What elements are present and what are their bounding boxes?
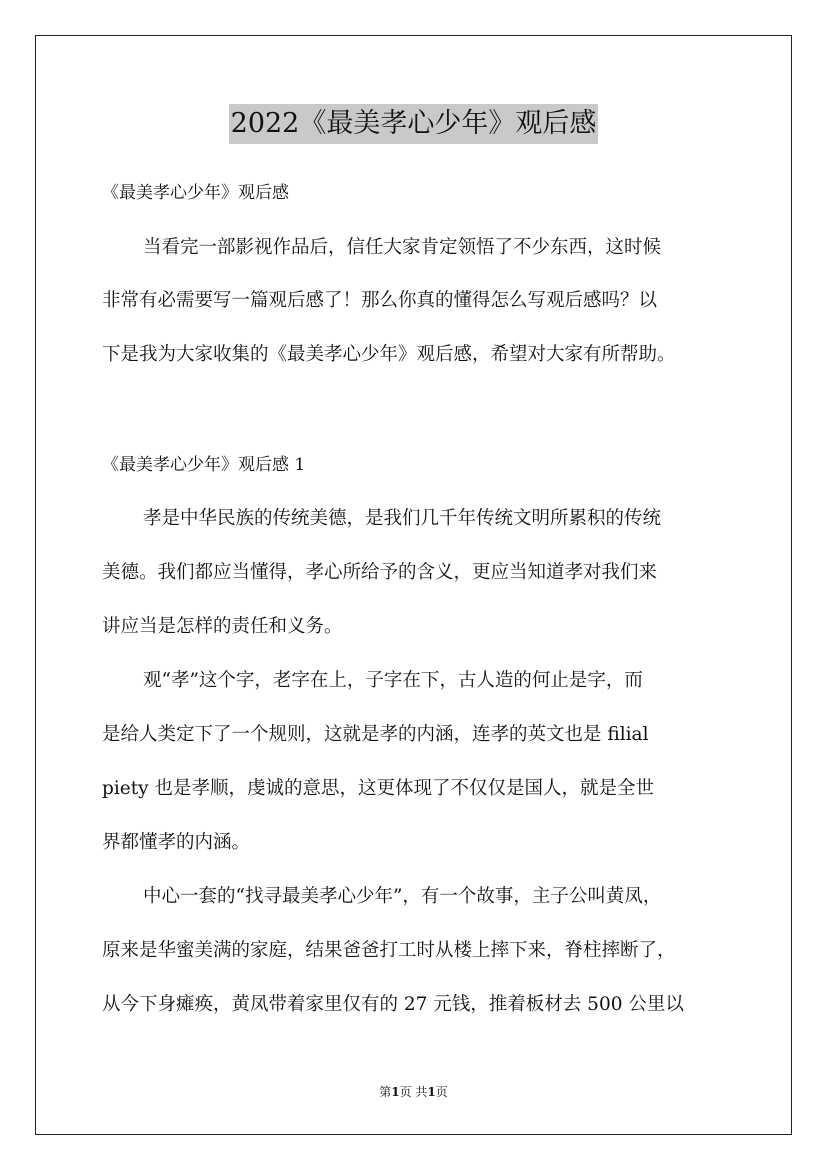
para3-line-2: 原来是华蜜美满的家庭，结果爸爸打工时从楼上摔下来，脊柱摔断了， [102, 940, 676, 961]
para2-line-4: 界都懂孝的内涵。 [102, 832, 251, 853]
para2-line-3: piety 也是孝顺，虔诚的意思，这更体现了不仅仅是国人，就是全世 [102, 778, 654, 799]
para1-line-1: 孝是中华民族的传统美德，是我们几千年传统文明所累积的传统 [143, 508, 662, 529]
footer-prefix: 第 [379, 1085, 392, 1099]
footer-page-total: 1 [427, 1085, 436, 1099]
document-title [0, 102, 827, 144]
para1-line-3: 讲应当是怎样的责任和义务。 [102, 616, 343, 637]
intro-line-1: 当看完一部影视作品后，信任大家肯定领悟了不少东西，这时候 [143, 237, 662, 258]
page-footer [0, 1083, 827, 1100]
section1-heading: 《最美孝心少年》观后感 1 [102, 455, 306, 475]
intro-line-2: 非常有必需要写一篇观后感了！那么你真的懂得怎么写观后感吗？以 [102, 290, 658, 311]
document-title-text: 2022《最美孝心少年》观后感 [229, 104, 599, 144]
footer-page-current: 1 [391, 1085, 400, 1099]
para2-line-1: 观“孝”这个字，老字在上，子字在下，古人造的何止是字，而 [143, 670, 643, 691]
intro-line-3: 下是我为大家收集的《最美孝心少年》观后感，希望对大家有所帮助。 [102, 344, 676, 365]
para1-line-2: 美德。我们都应当懂得，孝心所给予的含义，更应当知道孝对我们来 [102, 562, 658, 583]
para3-line-1: 中心一套的“找寻最美孝心少年”，有一个故事，主子公叫黄凤， [143, 886, 662, 907]
footer-mid: 页 共 [399, 1085, 428, 1099]
para2-line-2: 是给人类定下了一个规则，这就是孝的内涵，连孝的英文也是 filial [102, 724, 649, 745]
document-subtitle: 《最美孝心少年》观后感 [102, 183, 289, 203]
para3-line-3: 从今下身瘫痪，黄凤带着家里仅有的 27 元钱，推着板材去 500 公里以 [102, 994, 684, 1015]
footer-suffix: 页 [435, 1085, 448, 1099]
